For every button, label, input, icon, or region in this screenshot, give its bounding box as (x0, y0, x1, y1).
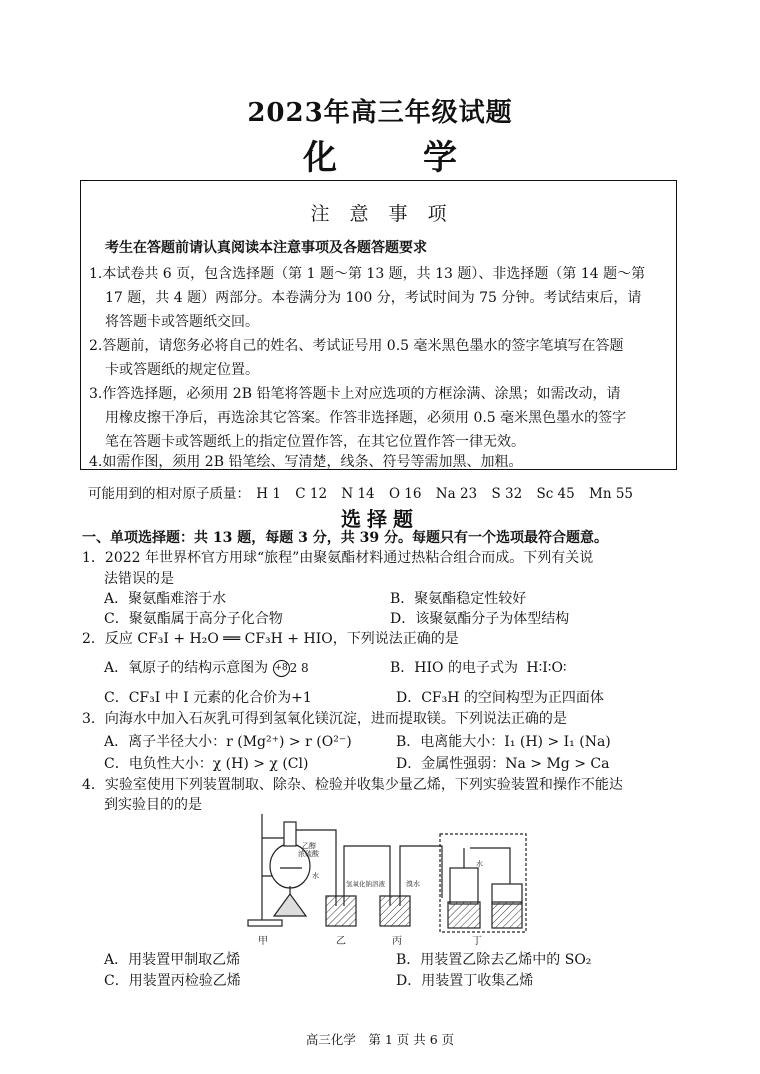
q1-option-c: C．聚氨酯属于高分子化合物 (104, 611, 283, 627)
q2-option-d: D．CF₃H 的空间构型为正四面体 (396, 690, 604, 706)
q3-option-b: B．电离能大小：I₁ (H) > I₁ (Na) (396, 734, 611, 750)
q2-stem: 2．反应 CF₃I + H₂O ══ CF₃H + HIO，下列说法正确的是 (82, 631, 459, 647)
label-ethanol: 乙醇 (302, 842, 316, 850)
notice-line: 4.如需作图，须用 2B 铅笔绘、写清楚，线条、符号等需加黑、加粗。 (89, 454, 523, 470)
q2-option-b-text: B．HIO 的电子式为 (390, 660, 518, 676)
exam-title: 2023年高三年级试题 (247, 98, 513, 128)
q4-option-c: C．用装置丙检验乙烯 (104, 973, 241, 989)
mass-item: Na 23 (435, 486, 478, 502)
label-ding: 丁 (472, 936, 482, 947)
notice-lead: 考生在答题前请认真阅读本注意事项及各题答题要求 (105, 240, 427, 256)
oxygen-nucleus: +8 (273, 660, 290, 677)
label-water-d: 水 (476, 860, 483, 868)
q4-option-a: A．用装置甲制取乙烯 (104, 952, 241, 968)
page-footer: 高三化学 第 1 页 共 6 页 (305, 1032, 455, 1047)
notice-line: 笔在答题卡或答题纸上的指定位置作答，在其它位置作答一律无效。 (105, 434, 525, 450)
notice-line: 3.作答选择题，必须用 2B 铅笔将答题卡上对应选项的方框涂满、涂黑；如需改动，请 (89, 386, 621, 402)
q1-option-d: D．该聚氨酯分子为体型结构 (390, 611, 570, 627)
subject-title: 化 学 (303, 138, 483, 178)
notice-line: 卡或答题纸的规定位置。 (105, 362, 259, 378)
q4-option-d: D．用装置丁收集乙烯 (396, 973, 534, 989)
notice-heading: 注意事项 (310, 203, 467, 225)
notice-line: 1.本试卷共 6 页，包含选择题（第 1 题～第 13 题，共 13 题）、非选择题（第 14 题～第 (89, 266, 646, 282)
notice-box (80, 180, 677, 470)
notice-line: 将答题卡或答题纸交回。 (105, 314, 259, 330)
q1-option-a: A．聚氨酯难溶于水 (104, 591, 227, 607)
masses-label: 可能用到的相对原子质量： (88, 486, 250, 502)
mass-item: C 12 (295, 486, 328, 502)
mass-item: N 14 (341, 486, 375, 502)
notice-line: 2.答题前，请您务必将自己的姓名、考试证号用 0.5 毫米黑色墨水的签字笔填写在答题 (89, 338, 624, 354)
q2-option-c: C．CF₃I 中 I 元素的化合价为+1 (104, 690, 312, 706)
q4-option-b: B．用装置乙除去乙烯中的 SO₂ (396, 952, 592, 968)
mass-item: Sc 45 (536, 486, 575, 502)
q2-option-b (390, 657, 567, 677)
q1-stem: 1．2022 年世界杯官方用球“旅程”由聚氨酯材料通过热粘合组合而成。下列有关说 (82, 550, 594, 566)
label-bing: 丙 (392, 936, 402, 947)
mass-item: O 16 (388, 486, 422, 502)
label-water-a: 水 (312, 872, 319, 880)
atomic-masses (88, 482, 643, 502)
q3-stem: 3．向海水中加入石灰乳可得到氢氧化镁沉淀，进而提取镁。下列说法正确的是 (82, 711, 567, 727)
q1-stem-cont: 法错误的是 (104, 571, 174, 587)
notice-line: 用橡皮擦干净后，再选涂其它答案。作答非选择题，必须用 0.5 毫米黑色墨水的签字 (105, 410, 627, 426)
q3-option-c: C．电负性大小：χ (H) > χ (Cl) (104, 756, 309, 772)
mass-item: Mn 55 (589, 486, 634, 502)
notice-line: 17 题，共 4 题）两部分。本卷满分为 100 分，考试时间为 75 分钟。考试结束后，请 (105, 290, 642, 306)
label-bromine-water: 溴水 (406, 880, 420, 888)
q3-option-a: A．离子半径大小：r (Mg²⁺) > r (O²⁻) (104, 734, 352, 750)
q2-option-a-text: A．氧原子的结构示意图为 (104, 660, 269, 676)
label-naoh: 氢氧化钠溶液 (346, 881, 385, 888)
hio-electron-formula: H∶I∶O∶ (526, 660, 567, 676)
mass-item: S 32 (491, 486, 523, 502)
label-yi: 乙 (336, 936, 346, 947)
q3-option-d: D．金属性强弱：Na > Mg > Ca (396, 756, 610, 772)
section-title: 选择题 (341, 507, 419, 531)
apparatus-diagram (240, 808, 530, 948)
label-jia: 甲 (258, 936, 268, 947)
section-instruction: 一、单项选择题：共 13 题，每题 3 分，共 39 分。每题只有一个选项最符合题意。 (82, 530, 608, 546)
q2-option-a (104, 657, 309, 677)
q4-stem-cont: 到实验目的的是 (104, 797, 202, 813)
q4-stem: 4．实验室使用下列装置制取、除杂、检验并收集少量乙烯，下列实验装置和操作不能达 (82, 777, 623, 793)
mass-item: H 1 (256, 486, 281, 502)
label-sulfuric-acid: 浓硫酸 (298, 850, 319, 858)
oxygen-shells: 2 8 (289, 661, 309, 675)
q1-option-b: B．聚氨酯稳定性较好 (390, 591, 527, 607)
